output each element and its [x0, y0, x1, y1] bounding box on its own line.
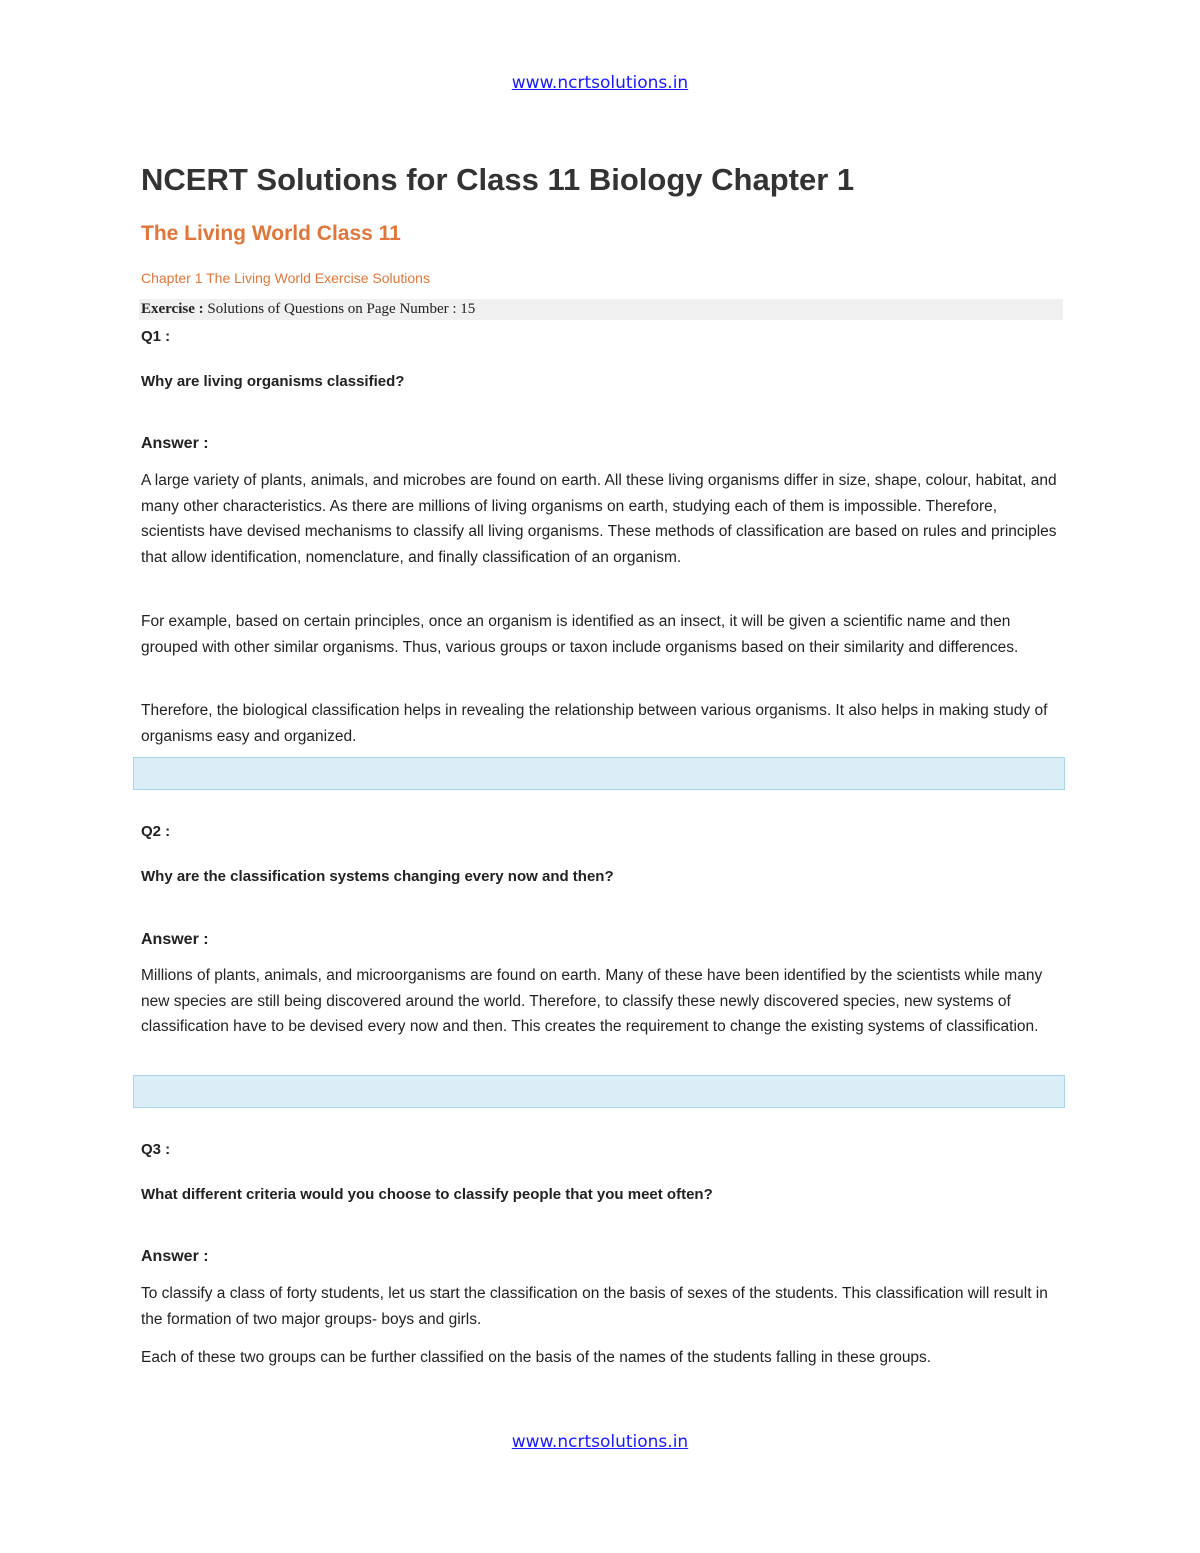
answer-label: Answer :	[141, 1248, 209, 1265]
question-number: Q1 :	[141, 328, 171, 345]
answer-paragraph: To classify a class of forty students, let us start the classification on the basis of sexes of the students. This classification will result in the formation of two major groups- boys and girls.	[141, 1285, 1048, 1328]
answer-paragraph: A large variety of plants, animals, and microbes are found on earth. All these living organisms differ in size, shape, colour, habitat, and many other characteristics. As there are millions of living organisms on earth, studying each of them is impossible. Therefore, scientists have devised mechanisms to classify all living organisms. These methods of classification are based on rules and principles that allow identification, nomenclature, and finally classification of an organism.	[141, 472, 1057, 566]
exercise-bar	[139, 299, 1063, 320]
question-divider	[133, 757, 1065, 790]
exercise-text: Solutions of Questions on Page Number : 15	[207, 301, 476, 317]
question-number: Q2 :	[141, 823, 171, 840]
question-number: Q3 :	[141, 1141, 171, 1158]
page-title: NCERT Solutions for Class 11 Biology Chapter 1	[141, 162, 855, 197]
question-text: Why are the classification systems changing every now and then?	[141, 868, 614, 885]
question-divider	[133, 1075, 1065, 1108]
answer-label: Answer :	[141, 931, 209, 948]
answer-label: Answer :	[141, 435, 209, 452]
answer-paragraph: Millions of plants, animals, and microorganisms are found on earth. Many of these have been identified by the scientists while many new species are still being discovered around the world. Therefore, to classify these newly discovered species, new systems of classification have to be devised every now and then. This creates the requirement to change the existing systems of classification.	[141, 967, 1043, 1035]
answer-paragraph: Each of these two groups can be further classified on the basis of the names of the students falling in these groups.	[141, 1349, 932, 1366]
chapter-heading: Chapter 1 The Living World Exercise Solutions	[141, 270, 430, 286]
exercise-label: Exercise :	[141, 301, 204, 317]
header-website-link[interactable]: www.ncrtsolutions.in	[511, 73, 689, 93]
answer-paragraph: For example, based on certain principles, once an organism is identified as an insect, it will be given a scientific name and then grouped with other similar organisms. Thus, various groups or taxon include organisms based on their similarity and differences.	[141, 613, 1019, 656]
page-subtitle: The Living World Class 11	[141, 222, 401, 245]
footer-website-link[interactable]: www.ncrtsolutions.in	[511, 1432, 689, 1452]
answer-paragraph: Therefore, the biological classification helps in revealing the relationship between various organisms. It also helps in making study of organisms easy and organized.	[141, 702, 1048, 745]
question-text: Why are living organisms classified?	[141, 373, 405, 390]
question-text: What different criteria would you choose to classify people that you meet often?	[141, 1186, 713, 1203]
